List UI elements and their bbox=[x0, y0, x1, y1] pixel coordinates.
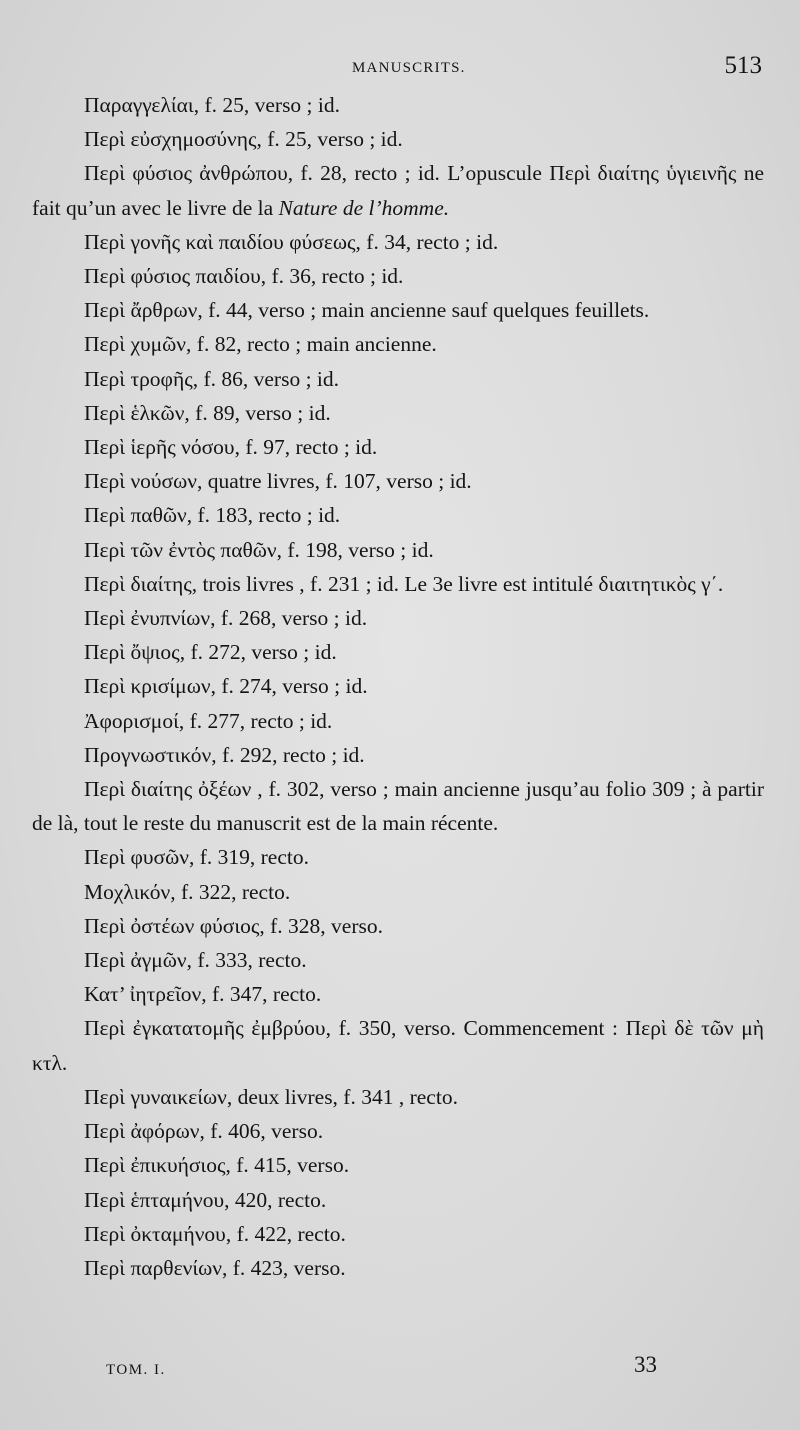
entry-26: Περὶ ἐγκατατομῆς ἐμβρύου, f. 350, verso. Commencement : Περὶ δὲ τῶν μὴ κτλ. bbox=[32, 1016, 764, 1075]
entry-23: Περὶ ὀστέων φύσιος, f. 328, verso. bbox=[84, 913, 383, 938]
entry-6: Περὶ ἄρθρων, f. 44, verso ; main ancienne sauf quelques feuillets. bbox=[84, 298, 650, 323]
entry-3-text: Περὶ φύσιος ἀνθρώπου, f. 28, recto ; id. L’opuscule Περὶ διαίτης ὑγιεινῆς ne fait qu’un avec le livre de la bbox=[32, 161, 764, 220]
entry-4: Περὶ γονῆς καὶ παιδίου φύσεως, f. 34, recto ; id. bbox=[84, 229, 499, 254]
page-footer bbox=[0, 1352, 800, 1392]
page-header bbox=[0, 52, 800, 86]
entry-13: Περὶ τῶν ἐντὸς παθῶν, f. 198, verso ; id. bbox=[84, 537, 434, 562]
entry-21: Περὶ φυσῶν, f. 319, recto. bbox=[84, 845, 309, 870]
entry-16: Περὶ ὄψιος, f. 272, verso ; id. bbox=[84, 640, 337, 665]
entry-19: Προγνωστικόν, f. 292, recto ; id. bbox=[84, 742, 365, 767]
signature-mark: 33 bbox=[634, 1352, 657, 1377]
entry-8: Περὶ τροφῆς, f. 86, verso ; id. bbox=[84, 366, 340, 391]
entry-7: Περὶ χυμῶν, f. 82, recto ; main ancienne. bbox=[84, 332, 437, 357]
entry-11: Περὶ νούσων, quatre livres, f. 107, verso ; id. bbox=[84, 469, 472, 494]
entry-27: Περὶ γυναικείων, deux livres, f. 341 , recto. bbox=[84, 1084, 458, 1109]
entry-10: Περὶ ἱερῆς νόσου, f. 97, recto ; id. bbox=[84, 435, 378, 460]
entry-22: Μοχλικόν, f. 322, recto. bbox=[84, 879, 291, 904]
entry-3 bbox=[32, 156, 764, 224]
entry-18: Ἀφορισμοί, f. 277, recto ; id. bbox=[84, 708, 333, 733]
entry-15: Περὶ ἐνυπνίων, f. 268, verso ; id. bbox=[84, 606, 368, 631]
entry-25: Κατ’ ἰητρεῖον, f. 347, recto. bbox=[84, 982, 322, 1007]
entry-2: Περὶ εὐσχημοσύνης, f. 25, verso ; id. bbox=[84, 127, 403, 152]
entry-12: Περὶ παθῶν, f. 183, recto ; id. bbox=[84, 503, 341, 528]
entry-5: Περὶ φύσιος παιδίου, f. 36, recto ; id. bbox=[84, 264, 404, 289]
tome-label: TOM. I. bbox=[106, 1362, 166, 1378]
entry-32: Περὶ παρθενίων, f. 423, verso. bbox=[84, 1255, 346, 1280]
entry-14: Περὶ διαίτης, trois livres , f. 231 ; id. Le 3e livre est intitulé διαιτητικὸς γ΄. bbox=[84, 571, 724, 596]
running-head: MANUSCRITS. bbox=[352, 60, 466, 76]
entry-9: Περὶ ἑλκῶν, f. 89, verso ; id. bbox=[84, 400, 331, 425]
entry-1: Παραγγελίαι, f. 25, verso ; id. bbox=[84, 93, 341, 117]
entry-20: Περὶ διαίτης ὀξέων , f. 302, verso ; main ancienne jusqu’au folio 309 ; à partir de là, tout le reste du manuscrit est de la main récente. bbox=[32, 777, 764, 836]
entry-24: Περὶ ἀγμῶν, f. 333, recto. bbox=[84, 948, 307, 973]
entry-29: Περὶ ἐπικυήσιος, f. 415, verso. bbox=[84, 1153, 350, 1178]
entry-28: Περὶ ἀφόρων, f. 406, verso. bbox=[84, 1119, 324, 1144]
entry-3-italic: Nature de l’homme. bbox=[278, 195, 450, 220]
entry-31: Περὶ ὀκταμήνου, f. 422, recto. bbox=[84, 1221, 346, 1246]
entry-17: Περὶ κρισίμων, f. 274, verso ; id. bbox=[84, 674, 368, 699]
entry-30: Περὶ ἑπταμήνου, 420, recto. bbox=[84, 1187, 327, 1212]
page-body bbox=[32, 88, 764, 1285]
page-number: 513 bbox=[724, 52, 762, 79]
